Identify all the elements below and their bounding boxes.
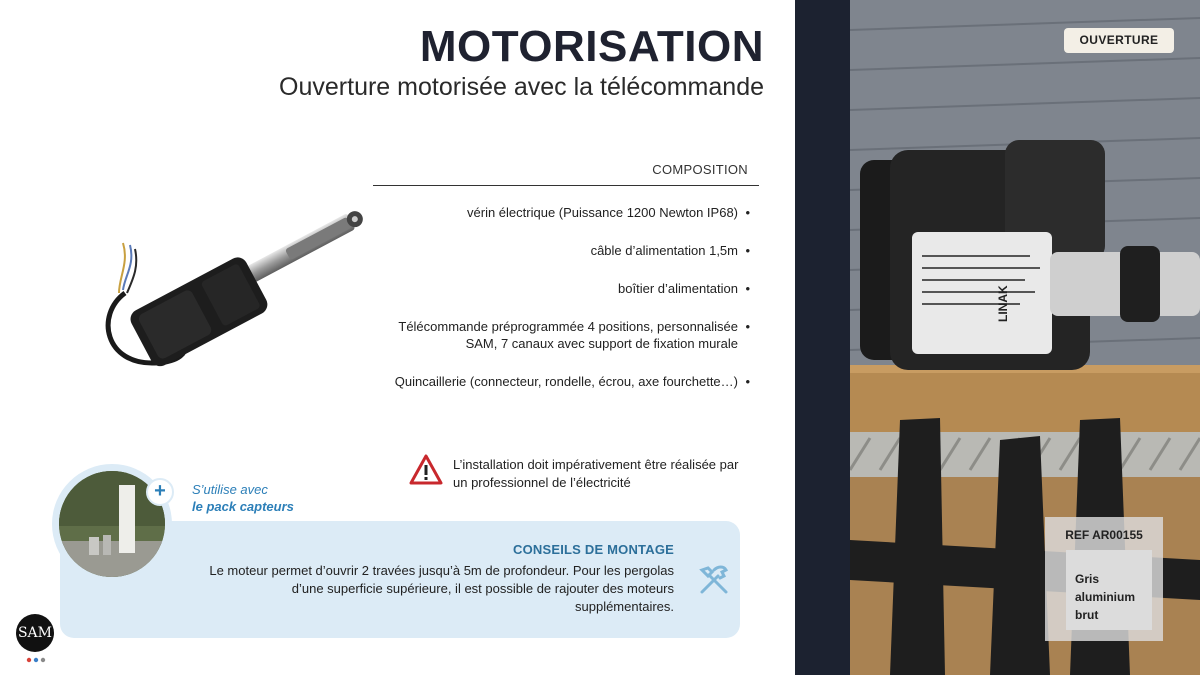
page-title: MOTORISATION [419, 22, 764, 71]
sam-logo: SAM [16, 614, 54, 652]
bullet: • [745, 281, 750, 296]
composition-item-text: vérin électrique (Puissance 1200 Newton IP68) [467, 205, 738, 220]
motor-brand-label: LINAK [996, 285, 1010, 322]
composition-heading: COMPOSITION [652, 162, 748, 177]
composition-item-text: Quincaillerie (connecteur, rondelle, écrou, axe fourchette…) [394, 374, 738, 389]
composition-item-text: Télécommande préprogrammée 4 positions, personnalisée SAM, 7 canaux avec support de fixation murale [398, 319, 738, 351]
logo-dots-icon [26, 657, 46, 663]
conseils-text: Le moteur permet d’ouvrir 2 travées jusqu’à 5m de profondeur. Pour les pergolas d’une superficie supérieure, il est possible de rajouter des moteurs supplémentaires. [209, 563, 674, 614]
warning-text: L’installation doit impérativement être réalisée par un professionnel de l’électricité [453, 457, 739, 490]
bullet: • [745, 374, 750, 389]
composition-item-text: boîtier d’alimentation [618, 281, 738, 296]
composition-list [330, 204, 750, 411]
composition-item [330, 318, 750, 352]
composition-item [330, 373, 750, 390]
bullet: • [745, 319, 750, 334]
pack-line-1: S’utilise avec [192, 482, 268, 497]
composition-item-text: câble d’alimentation 1,5m [590, 243, 738, 258]
composition-divider [373, 185, 759, 186]
page-subtitle: Ouverture motorisée avec la télécommande [279, 73, 764, 101]
bullet: • [745, 243, 750, 258]
conseils-heading: CONSEILS DE MONTAGE [512, 542, 674, 557]
composition-item [330, 242, 750, 259]
pack-line-2: le pack capteurs [192, 499, 294, 514]
composition-item [330, 204, 750, 221]
warning-triangle-icon [409, 454, 443, 486]
tools-icon [696, 562, 732, 598]
dark-side-strip [795, 0, 850, 675]
ouverture-badge: OUVERTURE [1064, 28, 1174, 53]
color-name: Gris aluminium brut [1075, 572, 1136, 622]
add-pack-icon: + [146, 478, 174, 506]
composition-item [330, 280, 750, 297]
bullet: • [745, 205, 750, 220]
reference-label: REF AR00155 [1065, 528, 1143, 542]
